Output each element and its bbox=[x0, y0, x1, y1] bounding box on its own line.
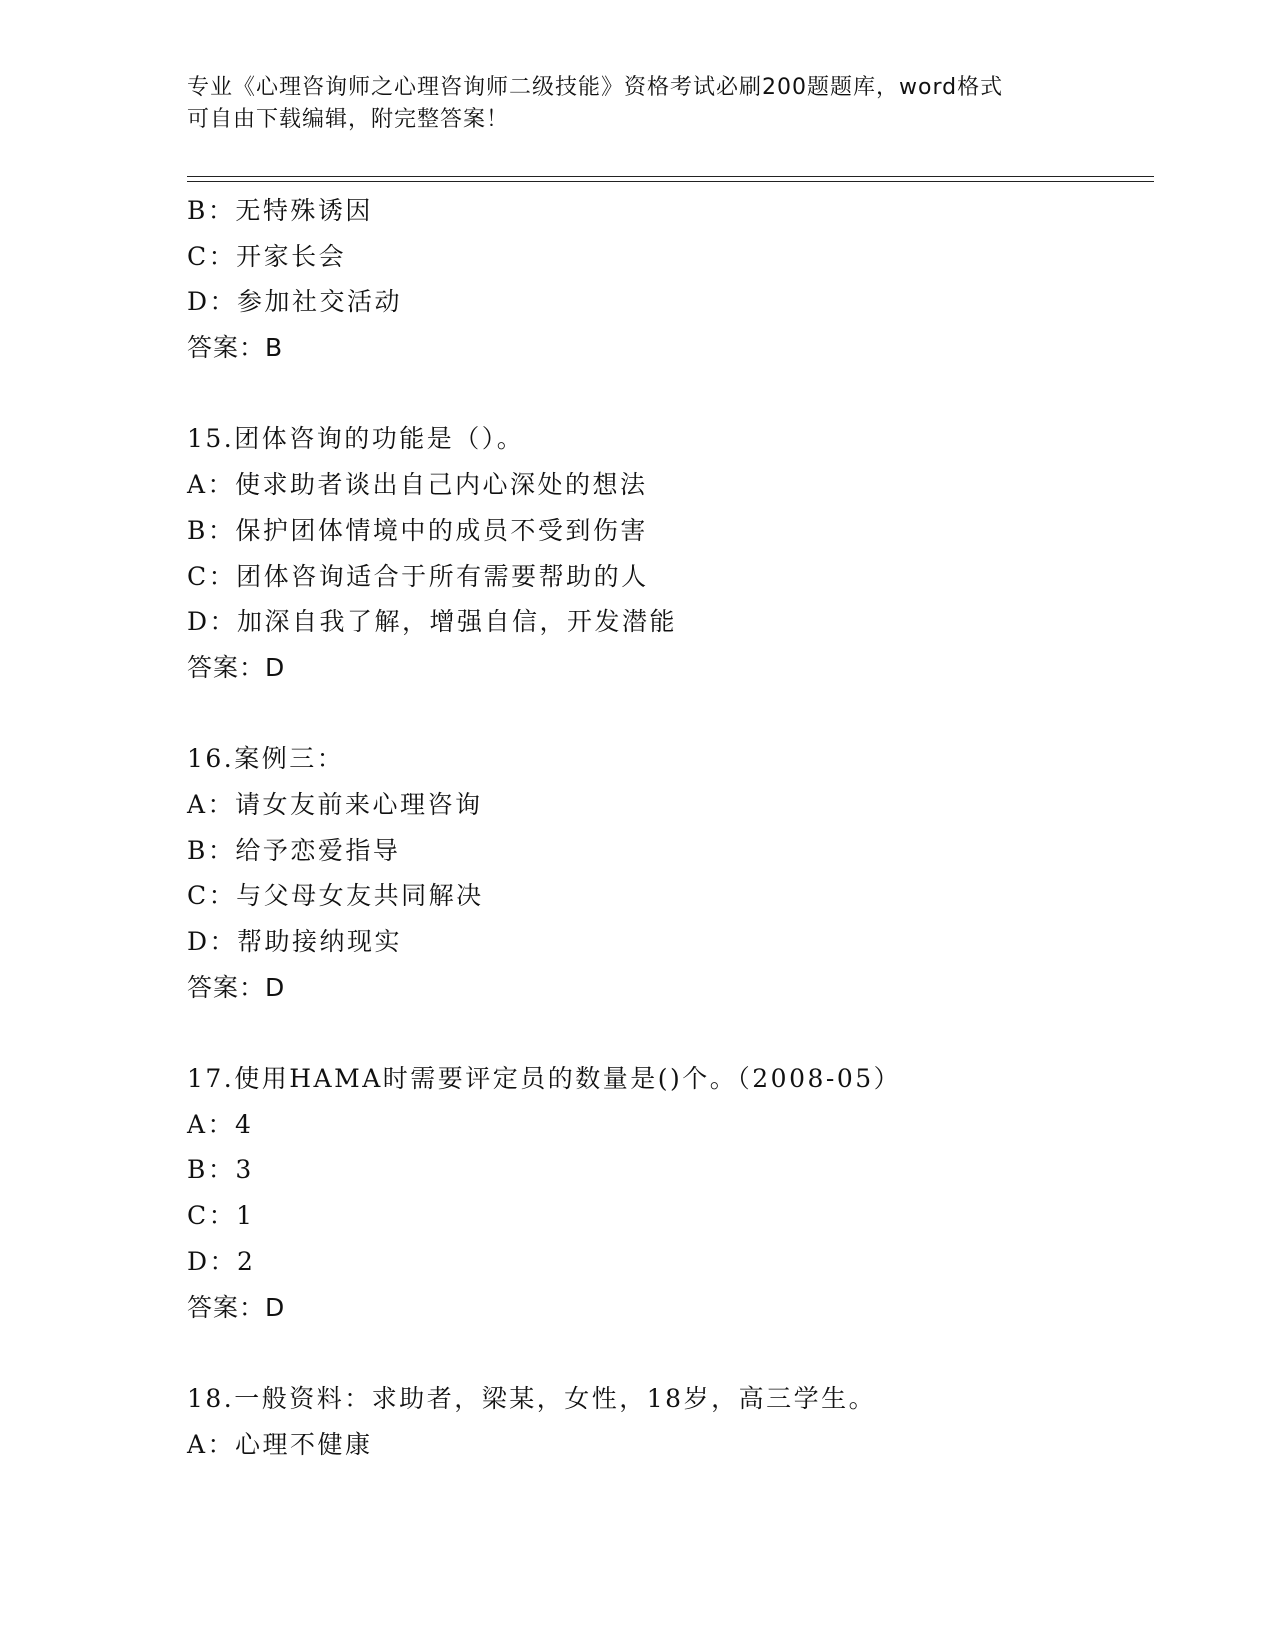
option-a: A：心理不健康 bbox=[187, 1429, 373, 1459]
option-d: D：帮助接纳现实 bbox=[187, 927, 403, 956]
spacer bbox=[187, 371, 1147, 417]
option-d: D：参加社交活动 bbox=[187, 287, 403, 317]
spacer bbox=[187, 1330, 1147, 1376]
question-stem-15: 15.团体咨询的功能是（）。 bbox=[187, 424, 525, 454]
option-b: B：无特殊诱因 bbox=[187, 196, 373, 225]
document-header bbox=[187, 72, 1087, 136]
header-divider-top bbox=[187, 176, 1154, 177]
option-b: B：给予恋爱指导 bbox=[187, 835, 401, 865]
question-stem-18: 18.一般资料：求助者，梁某，女性，18岁，高三学生。 bbox=[187, 1383, 877, 1413]
answer-line: 答案：B bbox=[187, 333, 284, 363]
option-d: D：2 bbox=[187, 1246, 256, 1276]
option-a: A：使求助者谈出自己内心深处的想法 bbox=[187, 470, 648, 500]
option-c: C：开家长会 bbox=[187, 241, 347, 271]
answer-line: 答案：D bbox=[187, 972, 286, 1002]
option-b: B：保护团体情境中的成员不受到伤害 bbox=[187, 515, 648, 545]
header-divider-bottom bbox=[187, 181, 1154, 182]
option-c: C：与父母女友共同解决 bbox=[187, 881, 484, 911]
option-a: A：4 bbox=[187, 1109, 254, 1139]
question-stem-17: 17.使用HAMA时需要评定员的数量是()个。（2008-05） bbox=[187, 1064, 902, 1094]
spacer bbox=[187, 1010, 1147, 1056]
option-a: A：请女友前来心理咨询 bbox=[187, 789, 483, 819]
question-list bbox=[187, 188, 1147, 1467]
header-line-2: 可自由下载编辑，附完整答案！ bbox=[187, 107, 510, 132]
option-b: B：3 bbox=[187, 1155, 254, 1185]
header-line-1: 专业《心理咨询师之心理咨询师二级技能》资格考试必刷200题题库，word格式 bbox=[187, 75, 1004, 100]
spacer bbox=[187, 691, 1147, 737]
answer-line: 答案：D bbox=[187, 652, 286, 682]
question-stem-16: 16.案例三： bbox=[187, 744, 345, 774]
option-c: C：团体咨询适合于所有需要帮助的人 bbox=[187, 561, 649, 591]
option-d: D：加深自我了解，增强自信，开发潜能 bbox=[187, 607, 678, 637]
option-c: C：1 bbox=[187, 1201, 255, 1231]
answer-line: 答案：D bbox=[187, 1292, 286, 1322]
